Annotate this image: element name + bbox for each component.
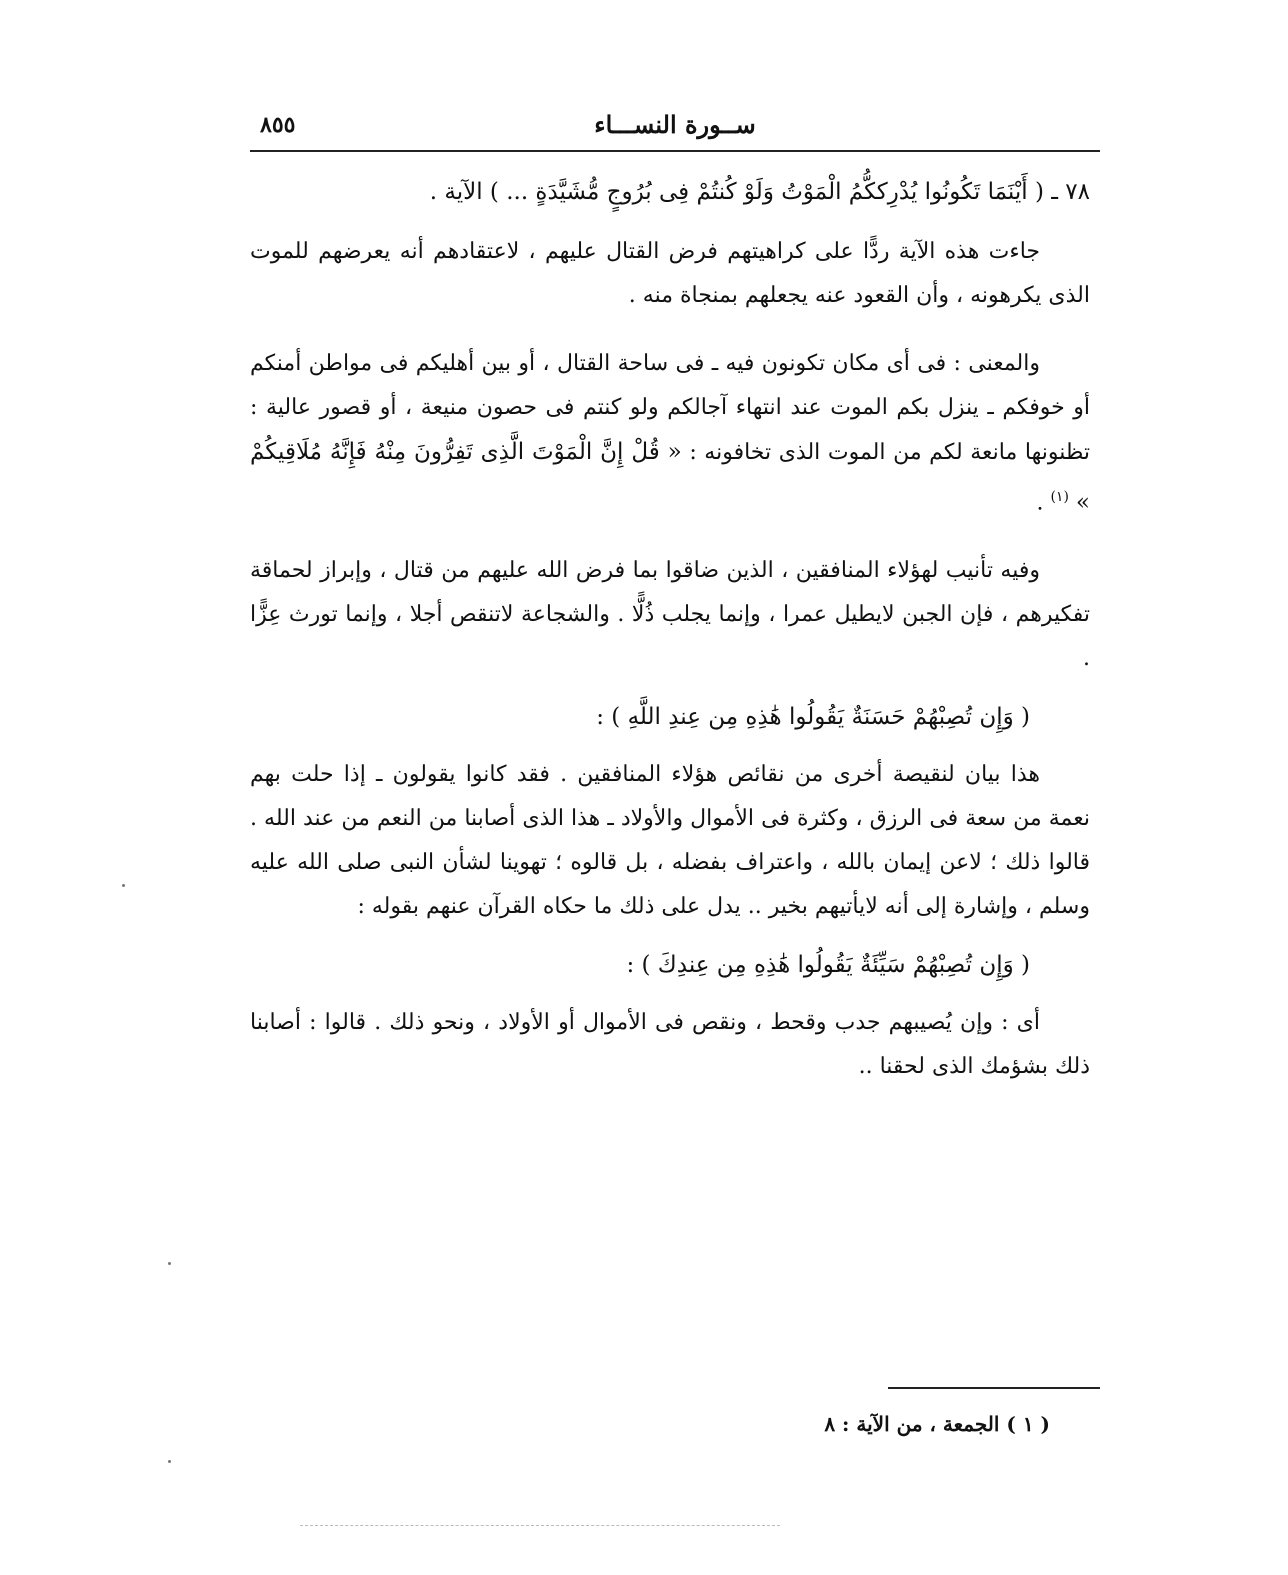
spacer [250, 525, 1090, 549]
spacer [250, 739, 1090, 753]
scan-speck [122, 884, 125, 887]
paragraph-3: وفيه تأنيب لهؤلاء المنافقين ، الذين ضاقوا بما فرض الله عليهم من قتال ، وإبراز لحماقة تفكيرهم ، فإن الجبن لايطيل عمرا ، وإنما يجلب ذُلًّا . والشجاعة لاتنقص أجلا ، وإنما تورث عِزًّا . [250, 558, 1090, 672]
footnote-divider [888, 1387, 1100, 1389]
spacer [250, 987, 1090, 1001]
paragraph-2-quote: « قُلْ إِنَّ الْمَوْتَ الَّذِى تَفِرُّونَ مِنْهُ فَإِنَّهُ مُلَاقِيكُمْ » [250, 439, 1090, 516]
paragraph-4: هذا بيان لنقيصة أخرى من نقائص هؤلاء المنافقين . فقد كانوا يقولون ـ إذا حلت بهم نعمة من سعة فى الرزق ، وكثرة فى الأموال والأولاد ـ هذا الذى أصابنا من النعم من عند الله . قالوا ذلك ؛ لاعن إيمان بالله ، واعتراف بفضله ، بل قالوه ؛ تهوينا لشأن النبى صلى الله عليه وسلم ، وإشارة إلى أنه لايأتيهم بخير .. يدل على ذلك ما حكاه القرآن عنهم بقوله : [250, 762, 1090, 920]
paragraph-1: جاءت هذه الآية ردًّا على كراهيتهم فرض القتال عليهم ، لاعتقادهم أنه يعرضهم للموت الذى يكرهونه ، وأن القعود عنه يجعلهم بمنجاة منه . [250, 239, 1090, 308]
scan-speck [168, 1262, 171, 1265]
paragraph-5: أى : وإن يُصيبهم جدب وقحط ، ونقص فى الأموال أو الأولاد ، ونحو ذلك . قالوا : أصابنا ذلك بشؤمك الذى لحقنا .. [250, 1010, 1090, 1080]
spacer [250, 681, 1090, 695]
surah-title: ســورة النســـاء [594, 110, 756, 139]
spacer [250, 318, 1090, 342]
verse-quote-3: ( وَإِن تُصِبْهُمْ سَيِّئَةٌ يَقُولُوا هَٰذِهِ مِن عِندِكَ ) : [626, 952, 1030, 979]
scan-artifact-line [300, 1525, 780, 1526]
paragraph-2-end: . [1036, 490, 1044, 516]
page-body [250, 170, 1090, 1089]
verse-heading: ٧٨ ـ ( أَيْنَمَا تَكُونُوا يُدْرِككُّمُ الْمَوْتُ وَلَوْ كُنتُمْ فِى بُرُوجٍ مُّشَيَّدَةٍ ... ) الآية . [429, 179, 1090, 205]
footnote-reference: (١) [1050, 489, 1069, 505]
verse-quote-2: ( وَإِن تُصِبْهُمْ حَسَنَةٌ يَقُولُوا هَٰذِهِ مِن عِندِ اللَّهِ ) : [596, 704, 1030, 731]
header-divider [250, 150, 1100, 152]
page-number: ٨٥٥ [260, 112, 296, 138]
footnote: ( ١ ) الجمعة ، من الآية : ٨ [824, 1412, 1050, 1436]
spacer [250, 929, 1090, 943]
page-header [250, 110, 1100, 146]
paragraph-2 [250, 342, 1090, 525]
paragraph-2-text: والمعنى : فى أى مكان تكونون فيه ـ فى ساحة القتال ، أو بين أهليكم فى مواطن أمنكم أو خوفكم ـ ينزل بكم الموت عند انتهاء آجالكم ولو كنتم فى حصون منيعة ، أو قصور عالية : تظنونها مانعة لكم من الموت الذى تخافونه : [250, 351, 1091, 465]
scan-speck [168, 1460, 171, 1463]
